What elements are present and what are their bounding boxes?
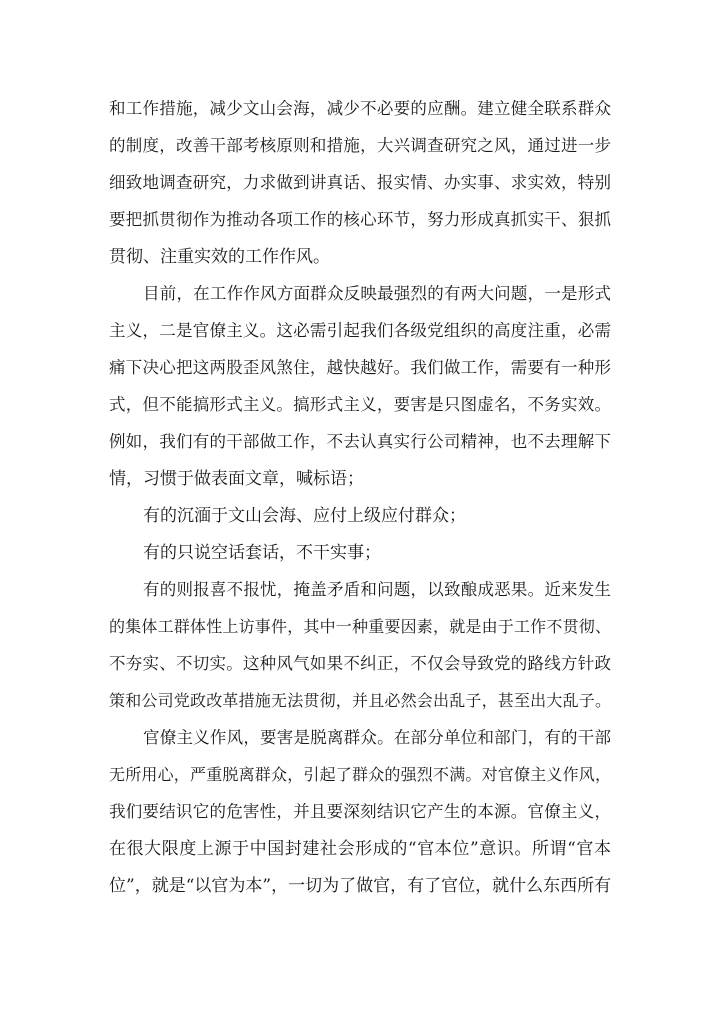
text-line: 和工作措施，减少文山会海，减少不必要的应酬。建立健全联系群众 <box>109 99 611 118</box>
text-line: 我们要结识它的危害性，并且要深刻结识它产生的本源。官僚主义， <box>109 802 611 821</box>
text-line: 无所用心，严重脱离群众，引起了群众的强烈不满。对官僚主义作风， <box>109 765 611 784</box>
text-line: 目前，在工作作风方面群众反映最强烈的有两大问题，一是形式 <box>143 284 611 303</box>
text-line: 不夯实、不切实。这种风气如果不纠正，不仅会导致党的路线方针政 <box>109 654 611 673</box>
text-line: 要把抓贯彻作为推动各项工作的核心环节，努力形成真抓实干、狠抓 <box>109 210 611 229</box>
text-line: 主义，二是官僚主义。这必需引起我们各级党组织的高度注重，必需 <box>109 321 611 340</box>
text-line: 例如，我们有的干部做工作，不去认真实行公司精神，也不去理解下 <box>109 432 611 451</box>
text-line: 有的则报喜不报忧，掩盖矛盾和问题，以致酿成恶果。近来发生 <box>143 580 611 599</box>
text-line: 贯彻、注重实效的工作作风。 <box>109 247 330 267</box>
text-line: 有的只说空话套话，不干实事； <box>143 543 381 563</box>
text-line: 情，习惯于做表面文章，喊标语； <box>109 469 364 489</box>
text-line: 痛下决心把这两股歪风煞住，越快越好。我们做工作，需要有一种形 <box>109 358 611 377</box>
text-line: 的集体工群体性上访事件，其中一种重要因素，就是由于工作不贯彻、 <box>109 617 611 636</box>
text-line: 有的沉湎于文山会海、应付上级应付群众； <box>143 506 466 526</box>
text-line: 的制度，改善干部考核原则和措施，大兴调查研究之风，通过进一步 <box>109 136 611 155</box>
text-line: 位”，就是“以官为本”，一切为了做官，有了官位，就什么东西所有 <box>109 876 612 896</box>
text-line: 在很大限度上源于中国封建社会形成的“官本位”意识。所谓“官本 <box>109 839 611 859</box>
text-line: 官僚主义作风，要害是脱离群众。在部分单位和部门，有的干部 <box>143 728 611 747</box>
text-line: 细致地调查研究，力求做到讲真话、报实情、办实事、求实效，特别 <box>109 173 611 192</box>
text-line: 策和公司党政改革措施无法贯彻，并且必然会出乱子，甚至出大乱子。 <box>109 691 611 710</box>
text-line: 式，但不能搞形式主义。搞形式主义，要害是只图虚名，不务实效。 <box>109 395 611 414</box>
